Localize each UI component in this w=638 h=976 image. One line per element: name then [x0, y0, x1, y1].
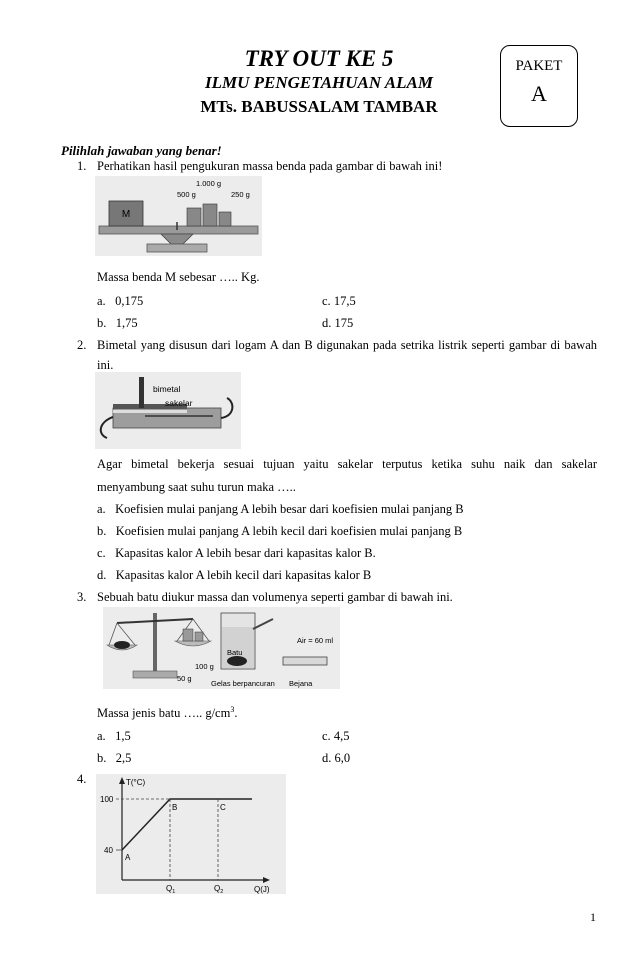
q3-text: Sebuah batu diukur massa dan volumenya seperti gambar di bawah ini. [97, 590, 453, 604]
exam-subject: ILMU PENGETAHUAN ALAM [205, 73, 433, 92]
q3-number: 3. [77, 590, 87, 604]
q1-fig-mass-label: M [121, 209, 131, 220]
q1-option-d: d. 175 [322, 316, 354, 330]
q4-x-tick-q2: $Q_2$ [214, 884, 224, 894]
instruction: Pilihlah jawaban yang benar! [61, 143, 222, 158]
q3-fig-batu: Batu [227, 648, 243, 657]
q2-number: 2. [77, 338, 87, 352]
q4-point-a: A [125, 853, 131, 862]
paket-value: A [531, 81, 547, 106]
q3-prompt: Massa jenis batu ….. $g/cm^3$. [97, 705, 238, 721]
q2-prompt-line1: Agar bimetal bekerja sesuai tujuan yaitu sakelar terputus ketika suhu naik dan sakelar [97, 457, 597, 471]
q1-option-c: c. 17,5 [322, 294, 356, 308]
school-name: MTs. BABUSSALAM TAMBAR [200, 97, 438, 116]
q3-fig-w100: 100 g [195, 662, 214, 671]
q4-y-tick-40: 40 [104, 846, 113, 855]
q2-option-c: c. Kapasitas kalor A lebih besar dari kapasitas kalor B. [97, 546, 376, 560]
q1-option-b: b. 1,75 [97, 316, 138, 330]
q2-fig-bimetal-label: bimetal [153, 384, 181, 394]
q1-text: Perhatikan hasil pengukuran massa benda pada gambar di bawah ini! [97, 159, 443, 173]
q3-figure-density [103, 607, 340, 689]
q2-option-a: a. Koefisien mulai panjang A lebih besar dari koefisien mulai panjang B [97, 502, 464, 516]
q3-fig-bejana: Bejana [289, 679, 313, 688]
page-number: 1 [590, 910, 596, 924]
q2-option-d: d. Kapasitas kalor A lebih kecil dari kapasitas kalor B [97, 568, 372, 582]
q2-text-line1: Bimetal yang disusun dari logam A dan B digunakan pada setrika listrik seperti gambar di bawah [97, 338, 597, 352]
q1-prompt: Massa benda M sebesar ….. Kg. [97, 270, 260, 284]
q3-fig-air: Air = 60 ml [297, 636, 334, 645]
q1-option-a: a. 0,175 [97, 294, 144, 308]
q3-fig-gelas: Gelas berpancuran [211, 679, 275, 688]
q4-point-b: B [172, 803, 178, 812]
q3-option-b: b. 2,5 [97, 751, 132, 765]
q4-number: 4. [77, 772, 87, 786]
q2-fig-sakelar-label: sakelar [165, 398, 193, 408]
q3-fig-w50: 50 g [177, 674, 192, 683]
q4-x-tick-q1: $Q_1$ [166, 884, 176, 894]
paket-label: PAKET [515, 58, 563, 74]
q4-y-tick-100: 100 [100, 795, 114, 804]
q3-option-c: c. 4,5 [322, 729, 350, 743]
q2-text-line2: ini. [97, 358, 114, 372]
q3-option-d: d. 6,0 [322, 751, 351, 765]
q2-option-b: b. Koefisien mulai panjang A lebih kecil dari koefisien mulai panjang B [97, 524, 463, 538]
q1-figure-balance [95, 176, 262, 256]
q2-figure-bimetal [95, 372, 241, 449]
q4-point-c: C [220, 803, 226, 812]
q1-fig-w1: 500 g [177, 190, 196, 199]
q4-figure-graph [96, 774, 286, 894]
q2-prompt-line2: menyambung saat suhu turun maka ….. [97, 480, 296, 494]
q4-y-axis-label: T(°C) [126, 778, 146, 787]
q4-x-axis-label: Q(J) [254, 885, 270, 894]
q1-fig-w2: 1.000 g [196, 179, 222, 188]
q1-number: 1. [77, 159, 87, 173]
paket-box [500, 45, 578, 127]
q1-fig-w3: 250 g [231, 190, 250, 199]
exam-title: TRY OUT KE 5 [244, 46, 394, 71]
q3-option-a: a. 1,5 [97, 729, 131, 743]
